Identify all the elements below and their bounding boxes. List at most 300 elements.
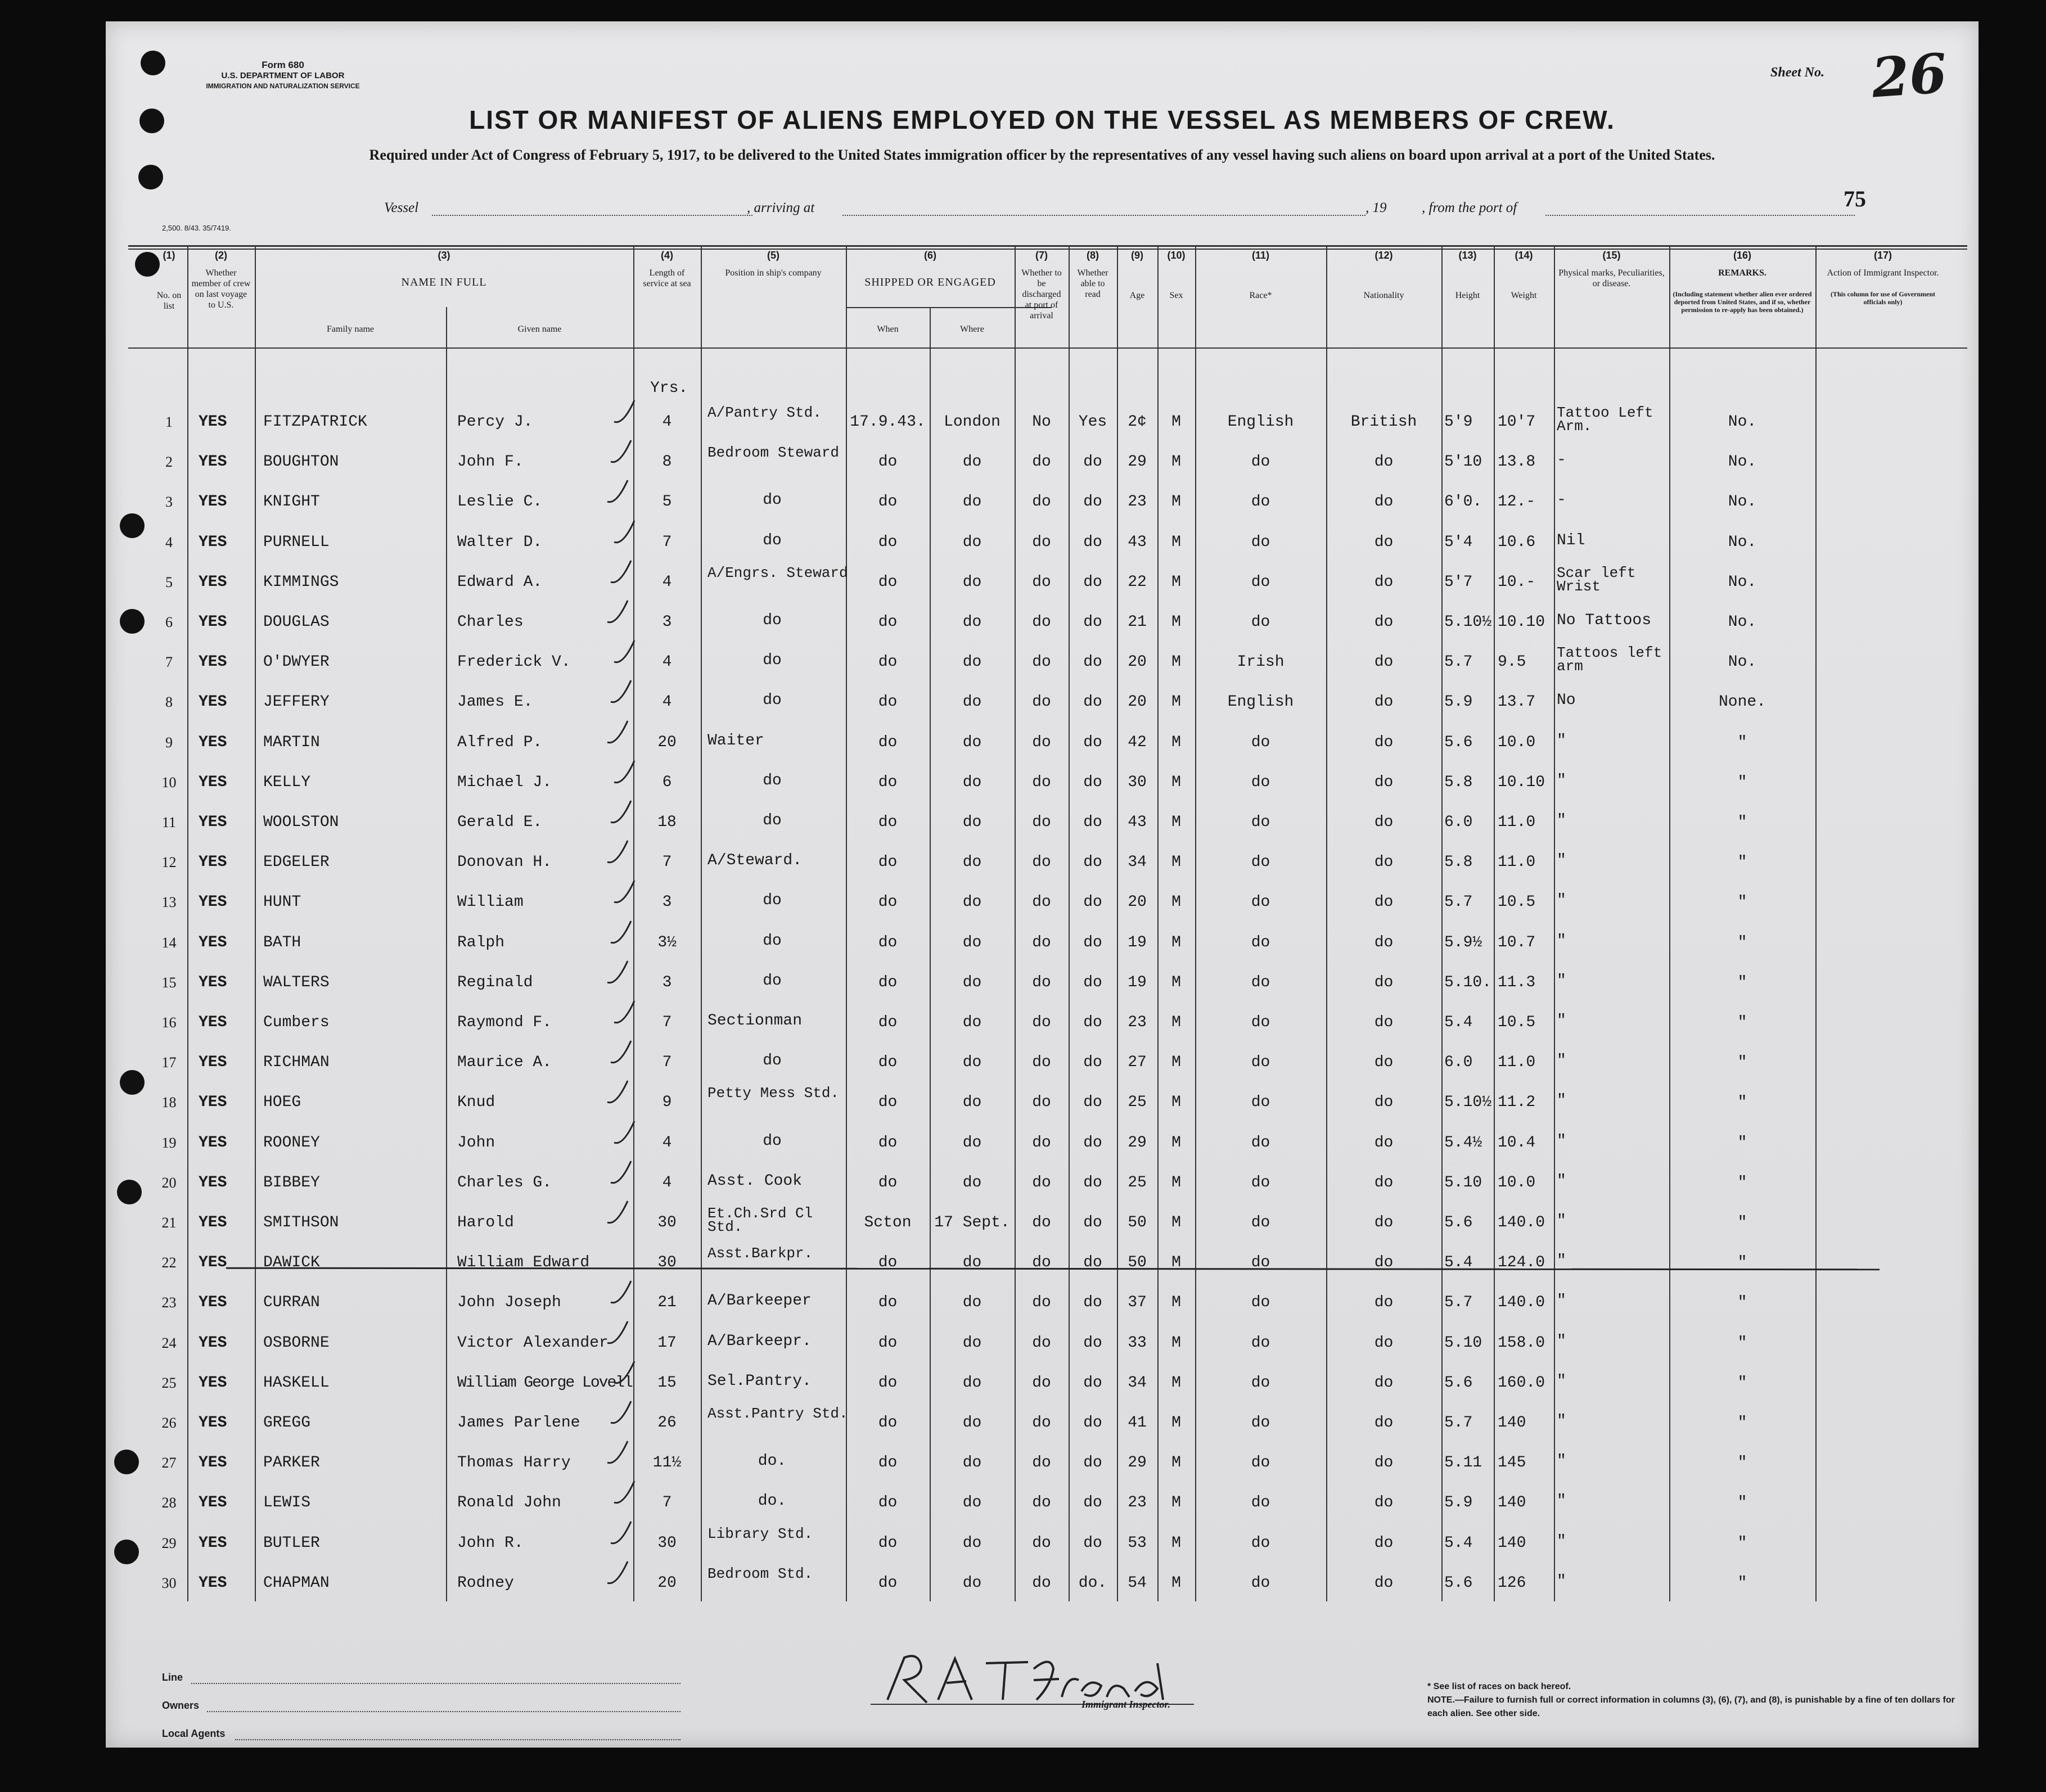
- cell-read: do: [1083, 533, 1102, 551]
- cell-rem: ": [1737, 1334, 1747, 1352]
- penalty-note: NOTE.—Failure to furnish full or correct information in columns (3), (6), (7), and (8), is punishable by a fine of ten dollars for each alien. See other side.: [1427, 1695, 1955, 1718]
- cell-disc: do: [1032, 1374, 1051, 1392]
- cell-marks: ": [1557, 1132, 1566, 1150]
- manifest-sheet: [106, 21, 1979, 1748]
- cell-family: BIBBEY: [263, 1173, 320, 1191]
- cell-where: London: [944, 413, 1001, 431]
- cell-wt: 140.0: [1498, 1294, 1545, 1312]
- cell-pos: do: [763, 531, 782, 549]
- cell-read: do: [1083, 1494, 1102, 1512]
- cell-race: do: [1251, 1334, 1270, 1352]
- cell-len: 4: [662, 1173, 672, 1191]
- races-note: * See list of races on back hereof.: [1427, 1682, 1571, 1691]
- cell-yes: YES: [199, 1214, 227, 1231]
- cell-yes: YES: [199, 1534, 227, 1552]
- checkmark-icon: [609, 1037, 640, 1067]
- cell-nat: do: [1374, 733, 1394, 751]
- cell-age: 43: [1128, 814, 1147, 831]
- line-label: Line: [162, 1672, 183, 1683]
- cell-yes: YES: [199, 733, 227, 751]
- cell-pos: do: [763, 491, 782, 509]
- cell-ht: 5.10.: [1444, 973, 1492, 991]
- cell-no: 30: [161, 1574, 177, 1591]
- cell-nat: do: [1374, 773, 1394, 791]
- cell-sex: M: [1171, 1534, 1181, 1552]
- cell-sex: M: [1171, 973, 1181, 991]
- checkmark-icon: [612, 397, 643, 426]
- cell-ht: 5.6: [1444, 1374, 1473, 1392]
- column-number: (4): [661, 250, 673, 261]
- column-number: (3): [438, 250, 450, 261]
- col-divider: [1815, 245, 1817, 1601]
- cell-where: do: [962, 1173, 982, 1191]
- cell-ht: 6.0: [1444, 1054, 1473, 1072]
- cell-sex: M: [1171, 773, 1181, 791]
- cell-marks: Nil: [1557, 531, 1585, 549]
- cell-len: 11½: [652, 1454, 682, 1472]
- cell-family: BATH: [263, 933, 301, 951]
- checkmark-icon: [609, 1398, 640, 1427]
- cell-where: do: [962, 1574, 982, 1592]
- cell-race: do: [1251, 1214, 1270, 1231]
- cell-nat: do: [1374, 893, 1394, 911]
- cell-age: 34: [1128, 1374, 1147, 1392]
- cell-sex: M: [1171, 854, 1181, 872]
- cell-age: 53: [1128, 1534, 1147, 1552]
- header-bottom-rule: [128, 347, 1967, 349]
- cell-family: BUTLER: [263, 1534, 320, 1552]
- column-number: (7): [1035, 250, 1048, 261]
- form-number: Form 680: [262, 60, 304, 70]
- cell-read: do: [1083, 1334, 1102, 1352]
- cell-yes: YES: [199, 413, 227, 431]
- cell-wt: 10.5: [1498, 893, 1536, 911]
- checkmark-icon: [605, 717, 637, 747]
- cell-race: Irish: [1237, 653, 1285, 671]
- cell-no: 17: [161, 1054, 177, 1071]
- cell-marks: No: [1557, 692, 1576, 710]
- cell-marks: ": [1557, 1212, 1566, 1230]
- local-agents-label: Local Agents: [162, 1728, 226, 1739]
- cell-read: do: [1083, 1294, 1102, 1312]
- cell-sex: M: [1171, 1214, 1181, 1231]
- cell-ht: 5.9½: [1444, 933, 1482, 951]
- cell-when: do: [878, 933, 898, 951]
- cell-given: Leslie C.: [457, 493, 543, 511]
- cell-ht: 5'9: [1444, 413, 1473, 431]
- col-divider: [1669, 245, 1670, 1601]
- form-block: [193, 60, 373, 92]
- cell-race: do: [1251, 533, 1270, 551]
- cell-rem: ": [1737, 1374, 1747, 1392]
- cell-len: 17: [657, 1334, 677, 1352]
- cell-disc: do: [1032, 893, 1051, 911]
- checkmark-icon: [612, 1358, 643, 1387]
- cell-given: Gerald E.: [457, 814, 543, 831]
- cell-when: do: [878, 973, 898, 991]
- cell-len: 4: [662, 1134, 672, 1152]
- checkmark-icon: [609, 797, 640, 827]
- cell-nat: do: [1374, 1014, 1394, 1031]
- cell-nat: do: [1374, 693, 1394, 711]
- cell-given: Knud: [457, 1094, 495, 1112]
- cell-no: 20: [161, 1174, 177, 1191]
- cell-wt: 11.0: [1498, 1054, 1536, 1072]
- cell-wt: 10.6: [1498, 533, 1536, 551]
- column-header: Height: [1455, 291, 1480, 300]
- cell-read: do: [1083, 1214, 1102, 1231]
- cell-marks: ": [1557, 1452, 1566, 1470]
- cell-sex: M: [1171, 1374, 1181, 1392]
- cell-family: Cumbers: [263, 1014, 330, 1031]
- cell-marks: -: [1557, 491, 1566, 509]
- cell-age: 20: [1128, 693, 1147, 711]
- cell-family: LEWIS: [263, 1494, 311, 1512]
- cell-race: do: [1251, 854, 1270, 872]
- cell-nat: do: [1374, 1054, 1394, 1072]
- cell-pos: Library Std.: [707, 1525, 813, 1542]
- cell-where: do: [962, 1294, 982, 1312]
- cell-race: do: [1251, 573, 1270, 591]
- cell-age: 29: [1128, 453, 1147, 471]
- cell-len: 3: [662, 973, 672, 991]
- cell-rem: ": [1737, 1173, 1747, 1191]
- cell-pos: Bedroom Steward: [707, 444, 840, 462]
- cell-disc: do: [1032, 1134, 1051, 1152]
- cell-family: WALTERS: [263, 973, 330, 991]
- cell-race: do: [1251, 1494, 1270, 1512]
- cell-race: do: [1251, 1454, 1270, 1472]
- cell-ht: 5.10½: [1444, 613, 1492, 631]
- cell-rem: No.: [1728, 533, 1757, 551]
- cell-ht: 5.6: [1444, 1214, 1473, 1231]
- cell-given: Charles: [457, 613, 524, 631]
- cell-race: do: [1251, 1054, 1270, 1072]
- cell-marks: ": [1557, 1172, 1566, 1190]
- cell-when: Scton: [864, 1214, 912, 1231]
- cell-given: Alfred P.: [457, 733, 543, 751]
- cell-no: 11: [161, 814, 177, 830]
- cell-when: do: [878, 1334, 898, 1352]
- cell-given: Walter D.: [457, 533, 543, 551]
- cell-race: do: [1251, 613, 1270, 631]
- cell-age: 23: [1128, 493, 1147, 511]
- cell-nat: do: [1374, 613, 1394, 631]
- cell-age: 25: [1128, 1173, 1147, 1191]
- cell-ht: 5.6: [1444, 1574, 1473, 1592]
- cell-wt: 158.0: [1498, 1334, 1545, 1352]
- checkmark-icon: [609, 677, 640, 706]
- cell-race: do: [1251, 1374, 1270, 1392]
- cell-len: 18: [657, 814, 677, 831]
- cell-nat: do: [1374, 973, 1394, 991]
- cell-no: 2: [165, 454, 173, 471]
- cell-sex: M: [1171, 1014, 1181, 1031]
- cell-no: 28: [161, 1495, 177, 1511]
- cell-wt: 13.8: [1498, 453, 1536, 471]
- col-divider: [1015, 245, 1016, 1601]
- owners-label: Owners: [162, 1700, 200, 1711]
- table-top-rule: [128, 245, 1967, 247]
- cell-when: do: [878, 854, 898, 872]
- column-number: (15): [1602, 250, 1621, 261]
- cell-marks: ": [1557, 1052, 1566, 1070]
- cell-when: do: [878, 1014, 898, 1031]
- cell-pos: do: [763, 692, 782, 710]
- cell-family: PURNELL: [263, 533, 330, 551]
- cell-race: do: [1251, 1173, 1270, 1191]
- column-header: SHIPPED OR ENGAGED: [864, 276, 996, 288]
- cell-yes: YES: [199, 933, 227, 951]
- cell-when: do: [878, 573, 898, 591]
- cell-no: 27: [161, 1455, 177, 1471]
- column-header: Action of Immigrant Inspector.: [1827, 268, 1939, 278]
- cell-nat: do: [1374, 1334, 1394, 1352]
- cell-sex: M: [1171, 653, 1181, 671]
- cell-marks: ": [1557, 1372, 1566, 1390]
- cell-race: do: [1251, 814, 1270, 831]
- cell-when: do: [878, 1054, 898, 1072]
- cell-when: do: [878, 453, 898, 471]
- cell-yes: YES: [199, 814, 227, 831]
- cell-ht: 5.10½: [1444, 1094, 1492, 1112]
- cell-no: 22: [161, 1254, 177, 1271]
- cell-family: SMITHSON: [263, 1214, 339, 1231]
- cell-rem: ": [1737, 854, 1747, 872]
- cell-rem: No.: [1728, 573, 1757, 591]
- checkmark-icon: [612, 1118, 643, 1147]
- cell-read: do: [1083, 1173, 1102, 1191]
- cell-yes: YES: [199, 1173, 227, 1191]
- cell-pos: do: [763, 1052, 782, 1070]
- cell-len: 15: [657, 1374, 677, 1392]
- cell-len: 21: [657, 1294, 677, 1312]
- cell-nat: do: [1374, 854, 1394, 872]
- cell-no: 26: [161, 1415, 177, 1431]
- cell-age: 37: [1128, 1294, 1147, 1312]
- cell-given: Thomas Harry: [457, 1454, 571, 1472]
- cell-read: do: [1083, 933, 1102, 951]
- cell-marks: ": [1557, 892, 1566, 910]
- cell-age: 23: [1128, 1014, 1147, 1031]
- cell-no: 12: [161, 854, 177, 871]
- cell-wt: 10.0: [1498, 733, 1536, 751]
- cell-age: 43: [1128, 533, 1147, 551]
- cell-wt: 140.0: [1498, 1214, 1545, 1231]
- cell-disc: do: [1032, 533, 1051, 551]
- cell-when: do: [878, 1173, 898, 1191]
- cell-sex: M: [1171, 1454, 1181, 1472]
- cell-where: do: [962, 1414, 982, 1432]
- cell-given: John Joseph: [457, 1294, 561, 1312]
- department-name: U.S. DEPARTMENT OF LABOR: [221, 71, 345, 80]
- cell-wt: 11.2: [1498, 1094, 1536, 1112]
- column-subheader: When: [877, 324, 899, 334]
- cell-disc: do: [1032, 1214, 1051, 1231]
- cell-wt: 126: [1498, 1574, 1526, 1592]
- cell-marks: ": [1557, 1292, 1566, 1310]
- cell-age: 25: [1128, 1094, 1147, 1112]
- cell-sex: M: [1171, 1334, 1181, 1352]
- column-number: (5): [767, 250, 779, 261]
- cell-family: RICHMAN: [263, 1054, 330, 1072]
- cell-family: DOUGLAS: [263, 613, 330, 631]
- cell-race: do: [1251, 733, 1270, 751]
- cell-len: 4: [662, 653, 672, 671]
- cell-disc: do: [1032, 1534, 1051, 1552]
- cell-where: do: [962, 453, 982, 471]
- cell-read: do: [1083, 573, 1102, 591]
- cell-read: do: [1083, 1134, 1102, 1152]
- cell-pos: A/Steward.: [707, 852, 803, 870]
- cell-yes: YES: [199, 854, 227, 872]
- cell-no: 8: [165, 694, 173, 711]
- cell-pos: Waiter: [707, 732, 764, 750]
- cell-sex: M: [1171, 933, 1181, 951]
- column-header: Weight: [1511, 291, 1537, 300]
- cell-age: 22: [1128, 573, 1147, 591]
- cell-when: do: [878, 1094, 898, 1112]
- cell-sex: M: [1171, 1294, 1181, 1312]
- cell-nat: do: [1374, 1294, 1394, 1312]
- punch-hole: [117, 1180, 142, 1204]
- cell-read: do: [1083, 493, 1102, 511]
- column-header: No. on list: [156, 291, 182, 311]
- line-field: [191, 1683, 681, 1684]
- cell-where: do: [962, 814, 982, 831]
- cell-rem: ": [1737, 814, 1747, 831]
- cell-given: Frederick V.: [457, 653, 571, 671]
- cell-given: John R.: [457, 1534, 524, 1552]
- cell-yes: YES: [199, 1294, 227, 1312]
- cell-age: 50: [1128, 1254, 1147, 1272]
- sheet-number: 26: [1869, 41, 1949, 110]
- cell-disc: do: [1032, 1414, 1051, 1432]
- cell-len: 7: [662, 1014, 672, 1031]
- col-divider: [1326, 245, 1327, 1601]
- cell-family: CHAPMAN: [263, 1574, 330, 1592]
- cell-read: do: [1083, 613, 1102, 631]
- cell-sex: M: [1171, 1574, 1181, 1592]
- cell-age: 21: [1128, 613, 1147, 631]
- cell-given: James Parlene: [457, 1414, 580, 1432]
- cell-no: 21: [161, 1215, 177, 1231]
- cell-wt: 12.-: [1498, 493, 1536, 511]
- cell-where: do: [962, 1454, 982, 1472]
- cell-pos: do: [763, 972, 782, 990]
- vessel-label: Vessel: [384, 200, 419, 215]
- cell-given: Donovan H.: [457, 854, 552, 872]
- column-header: Age: [1129, 291, 1145, 300]
- cell-len: 5: [662, 493, 672, 511]
- cell-disc: do: [1032, 933, 1051, 951]
- cell-disc: do: [1032, 973, 1051, 991]
- cell-when: do: [878, 1134, 898, 1152]
- cell-no: 7: [165, 654, 173, 671]
- checkmark-icon: [605, 477, 637, 506]
- cell-race: do: [1251, 893, 1270, 911]
- cell-age: 19: [1128, 933, 1147, 951]
- page-subtitle: Required under Act of Congress of February 5, 1917, to be delivered to the United States immigration officer by the representatives of any vessel having such aliens on board upon arrival at a port of the United States.: [369, 147, 1715, 163]
- cell-race: do: [1251, 1534, 1270, 1552]
- cell-family: GREGG: [263, 1414, 311, 1432]
- cell-read: do: [1083, 1254, 1102, 1272]
- cell-marks: -: [1557, 452, 1566, 470]
- cell-marks: ": [1557, 1092, 1566, 1110]
- cell-age: 29: [1128, 1134, 1147, 1152]
- cell-ht: 5.9: [1444, 693, 1473, 711]
- cell-len: 7: [662, 1054, 672, 1072]
- page-title: LIST OR MANIFEST OF ALIENS EMPLOYED ON THE VESSEL AS MEMBERS OF CREW.: [469, 105, 1615, 134]
- cell-read: do: [1083, 973, 1102, 991]
- cell-given: Michael J.: [457, 773, 552, 791]
- cell-race: English: [1227, 413, 1294, 431]
- cell-disc: do: [1032, 653, 1051, 671]
- cell-read: do: [1083, 773, 1102, 791]
- cell-no: 5: [165, 574, 173, 590]
- cell-when: do: [878, 1454, 898, 1472]
- owners-field: [207, 1711, 681, 1712]
- cell-age: 33: [1128, 1334, 1147, 1352]
- cell-sex: M: [1171, 573, 1181, 591]
- cell-no: 19: [161, 1134, 177, 1151]
- cell-ht: 5.4: [1444, 1254, 1473, 1272]
- cell-family: KIMMINGS: [263, 573, 339, 591]
- cell-sex: M: [1171, 1254, 1181, 1272]
- col-divider: [1069, 245, 1070, 1601]
- column-header: Sex: [1169, 291, 1183, 300]
- cell-given: James E.: [457, 693, 533, 711]
- cell-rem: No.: [1728, 413, 1757, 431]
- cell-marks: Scar left Wrist: [1557, 564, 1636, 595]
- cell-sex: M: [1171, 493, 1181, 511]
- cell-race: do: [1251, 1294, 1270, 1312]
- cell-disc: do: [1032, 1173, 1051, 1191]
- cell-race: do: [1251, 493, 1270, 511]
- cell-no: 1: [165, 414, 173, 430]
- cell-family: KNIGHT: [263, 493, 320, 511]
- cell-pos: do: [763, 612, 782, 629]
- cell-given: John: [457, 1134, 495, 1152]
- cell-sex: M: [1171, 1414, 1181, 1432]
- vessel-field: [432, 215, 752, 216]
- cell-sex: M: [1171, 533, 1181, 551]
- cell-where: do: [962, 933, 982, 951]
- cell-yes: YES: [199, 453, 227, 471]
- cell-ht: 5'10: [1444, 453, 1482, 471]
- cell-no: 25: [161, 1374, 177, 1391]
- cell-yes: YES: [199, 1494, 227, 1512]
- cell-len: 3: [662, 613, 672, 631]
- column-number: (13): [1458, 250, 1477, 261]
- cell-when: do: [878, 733, 898, 751]
- checkmark-icon: [605, 1198, 637, 1227]
- cell-age: 29: [1128, 1454, 1147, 1472]
- cell-read: Yes: [1078, 413, 1107, 431]
- cell-rem: ": [1737, 1014, 1747, 1031]
- cell-rem: ": [1737, 1494, 1747, 1512]
- cell-rem: ": [1737, 1294, 1747, 1312]
- checkmark-icon: [609, 918, 640, 947]
- col-divider: [187, 245, 188, 1601]
- print-code: 2,500. 8/43. 35/7419.: [162, 224, 231, 232]
- cell-wt: 140: [1498, 1494, 1526, 1512]
- cell-ht: 5.8: [1444, 854, 1473, 872]
- cell-disc: do: [1032, 1574, 1051, 1592]
- cell-family: PARKER: [263, 1454, 320, 1472]
- cell-race: do: [1251, 453, 1270, 471]
- cell-family: MARTIN: [263, 733, 320, 751]
